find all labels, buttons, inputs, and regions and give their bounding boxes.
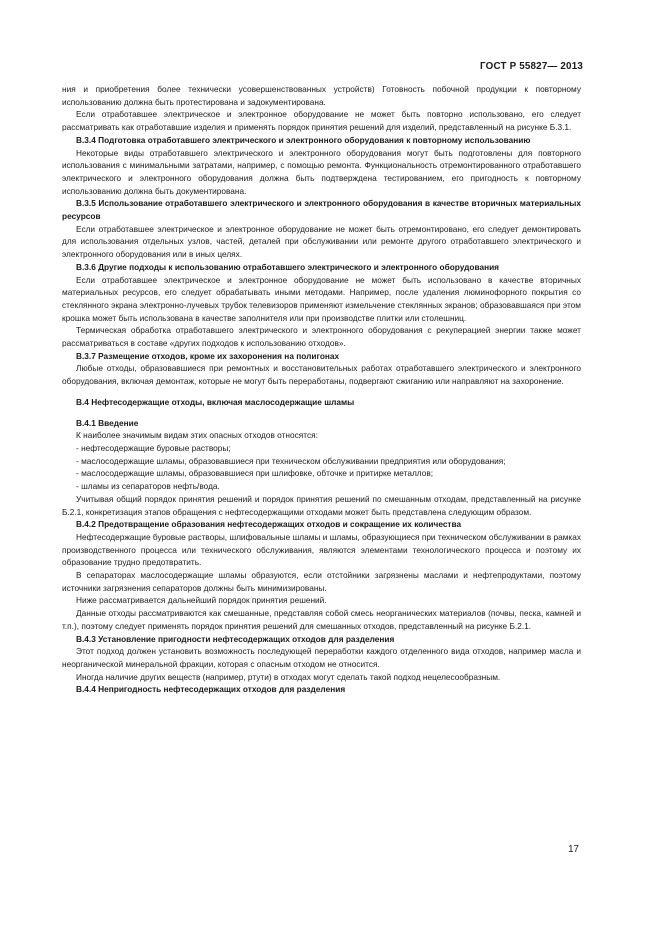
paragraph: Если отработавшее электрическое и электронное оборудование не может быть отремонтировано, его следует демонтировать для использования отдельных узлов, частей, деталей при обслуживании или ремонте другого отработавшего электрического и электронного оборудования или в иных целях. — [62, 223, 581, 260]
standard-header: ГОСТ Р 55827— 2013 — [480, 61, 583, 72]
paragraph: Учитывая общий порядок принятия решений и порядок принятия решений по смешанным отходам, представленный на рисунке Б.2.1, конкретизация этапов обращения с нефтесодержащими отходами может быть представлена следующим образом. — [62, 493, 581, 517]
paragraph-continuation: ния и приобретения более технически усовершенствованных устройств) Готовность побочной продукции к повторному использованию должна быть протестирована и задокументирована. — [62, 84, 581, 107]
section-heading: В.3.5 Использование отработавшего электрического и электронного оборудования в качестве вторичных материальных ресурсов — [62, 198, 581, 222]
paragraph: - маслосодержащие шламы, образовавшиеся при шлифовке, обточке и притирке металлов; — [76, 468, 434, 479]
section-heading: В.4 Нефтесодержащие отходы, включая маслосодержащие шламы — [76, 396, 355, 407]
section-heading: В.4.4 Непригодность нефтесодержащих отходов для разделения — [76, 684, 346, 695]
section-heading: В.4.3 Установление пригодности нефтесодержащих отходов для разделения — [76, 633, 395, 644]
paragraph: Термическая обработка отработавшего электрического и электронного оборудования с рекуперацией энергии также может рассматриваться в составе «других подходов к использованию отходов». — [62, 325, 581, 349]
section-heading: В.3.7 Размещение отходов, кроме их захоронения на полигонах — [76, 350, 340, 361]
paragraph: Этот подход должен установить возможность последующей переработки каждого отделенного вида отходов, например масла и неорганической минеральной фракции, которая с опасным отходом не относится. — [62, 646, 581, 669]
paragraph: - нефтесодержащие буровые растворы; — [76, 442, 231, 453]
paragraph: - шламы из сепараторов нефть/вода. — [76, 481, 220, 492]
section-gap — [62, 409, 581, 417]
paragraph: Иногда наличие других веществ (например, ртути) в отходах могут сделать такой подход нецелесообразным. — [76, 671, 501, 682]
paragraph: Некоторые виды отработавшего электрического и электронного оборудования могут быть подготовлены для повторного использования с минимальными затратами, например, с помощью ремонта. Функциональность отремонтированного отработавшего электрического и электронного оборудования должна быть подтверждена тестированием, его пригодность к повторному использованию должна быть документирована. — [62, 147, 581, 196]
paragraph: Нефтесодержащие буровые растворы, шлифовальные шламы и шламы, образующиеся при техническом обслуживании в рамках производственного процесса или технического обслуживания, являются элементами технологического процесса и поэтому их образование трудно предотвратить. — [62, 531, 581, 568]
section-gap — [62, 388, 581, 396]
paragraph: К наиболее значимым видам этих опасных отходов относятся: — [76, 430, 318, 441]
paragraph: Если отработавшее электрическое и электронное оборудование не может быть использовано в качестве вторичных материальных ресурсов, его следует обрабатывать иными методами. Например, после удаления люминофорного покрытия со стеклянного экрана электронно-лучевых трубок телевизоров применяют измельчение стеклянных экранов; образовавшаяся при этом крошка может быть использована в качестве заполнителя или при производстве плитки или столешниц. — [62, 274, 581, 323]
section-heading: В.4.1 Введение — [76, 417, 139, 428]
page-number: 17 — [568, 844, 579, 855]
section-heading: В.3.4 Подготовка отработавшего электрического и электронного оборудования к повторному использованию — [76, 134, 531, 145]
paragraph: Данные отходы рассматриваются как смешанные, представляя собой смесь неорганических материалов (почвы, песка, камней и т.п.), поэтому следует применять порядок принятия решений для смешанных отходов, представленный на рисунке Б.2.1. — [62, 608, 581, 631]
paragraph: Если отработавшее электрическое и электронное оборудование не может быть повторно использовано, его следует рассматривать как отработавшие изделия и применять порядок принятия решений для изделий, представленный на рисунке Б.3.1. — [62, 109, 581, 133]
paragraph: Ниже рассматривается дальнейший порядок принятия решений. — [76, 595, 327, 606]
paragraph: В сепараторах маслосодержащие шламы образуются, если отстойники загрязнены маслами и нефтепродуктами, поэтому источники загрязнения сепараторов должны быть минимизированы. — [62, 570, 581, 593]
paragraph: - маслосодержащие шламы, образовавшиеся при техническом обслуживании предприятия или оборудования; — [76, 455, 506, 466]
section-heading: В.3.6 Другие подходы к использованию отработавшего электрического и электронного оборудования — [76, 261, 500, 272]
document-body — [62, 83, 581, 696]
section-heading: В.4.2 Предотвращение образования нефтесодержащих отходов и сокращение их количества — [76, 519, 462, 530]
paragraph: Любые отходы, образовавшиеся при ремонтных и восстановительных работах отработавшего электрического и электронного оборудования, включая демонтаж, которые не могут быть переработаны, подвергают сжиганию или направляют на захоронение. — [62, 363, 581, 387]
